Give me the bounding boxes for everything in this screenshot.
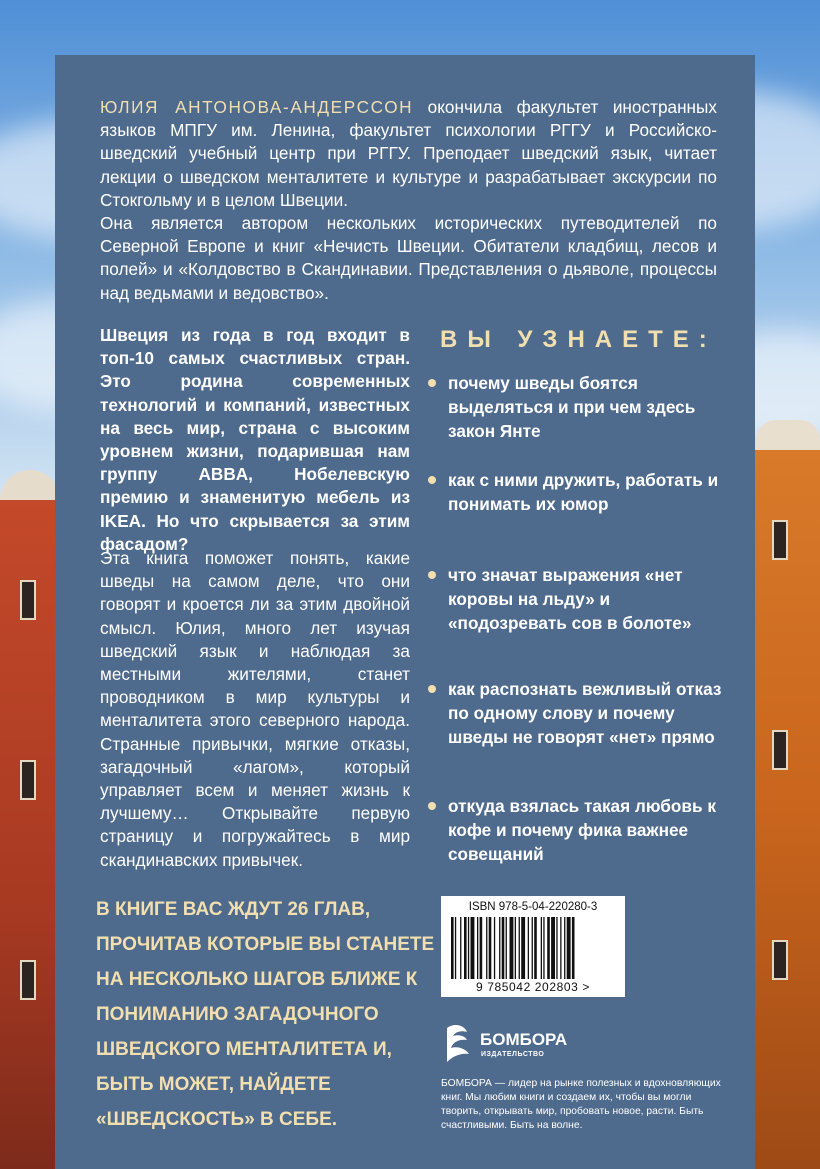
barcode-bar [451,917,454,979]
author-bio-text: окончила факультет иностранных языков МПГУ им. Ленина, факультет психологии РГГУ и Российско-шведский учебный центр при РГГУ. Преподает шведский язык, читает лекции о шведском менталитете и культуре и разрабатывает экскурсии по Стокгольму и в целом Швеции. [100,97,717,210]
bullet-icon [428,379,436,387]
barcode-bar [556,917,557,979]
barcode-bar [521,917,525,979]
barcode-bar [471,917,475,979]
barcode-bar [534,917,537,979]
learn-item-text: как с ними дружить, работать и понимать их юмор [448,470,719,514]
building-window [20,960,36,1000]
learn-item-text: почему шведы боятся выделяться и при чем здесь закон Янте [448,373,696,441]
barcode-bar [560,917,561,979]
learn-heading: ВЫ УЗНАЕТЕ: [440,326,717,353]
promo-text: В КНИГЕ ВАС ЖДУТ 26 ГЛАВ, ПРОЧИТАВ КОТОРЫЕ ВЫ СТАНЕТЕ НА НЕСКОЛЬКО ШАГОВ БЛИЖЕ К ПОНИМАНИЮ ЗАГАДОЧНОГО ШВЕДСКОГО МЕНТАЛИТЕТА И, БЫТЬ МОЖЕТ, НАЙДЕТЕ «ШВЕДСКОСТЬ» В СЕБЕ. [96,899,435,1130]
barcode-bar [480,917,483,979]
intro-paragraph: Эта книга поможет понять, какие шведы на самом деле, что они говорят и кроется ли за этим двойной смысл. Юлия, много лет изучая шведский язык и наблюдая за местными жителями, станет проводником в мир культуры и менталитета этого северного народа. Странные привычки, мягкие отказы, загадочный «лагом», который управляет всем и меняет жизнь к лучшему… Открывайте первую страницу и погружайтесь в мир скандинавских привычек. [100,548,410,870]
barcode-bar [494,917,495,979]
barcode-bar [551,917,555,979]
learn-item [428,371,728,443]
barcode-bar [502,917,505,979]
barcode-bar [510,917,514,979]
author-bio-works: Она является автором нескольких исторических путеводителей по Северной Европе и книг «Нечисть Швеции. Обитатели кладбищ, лесов и полей» и «Колдовство в Скандинавии. Представления о дьяволе, процессы над ведьмами и ведовство». [100,213,717,303]
building-window [20,580,36,620]
barcode-bar [532,917,533,979]
isbn-digits: 9 785042 202803 > [476,980,590,994]
barcode-bar [543,917,544,979]
barcode-bar [464,917,467,979]
barcode-bar [486,917,487,979]
isbn-label: ISBN 978-5-04-220280-3 [468,901,598,913]
barcode-bar [519,917,520,979]
barcode-bar [506,917,507,979]
barcode-bar [547,917,550,979]
barcode-bar [477,917,478,979]
learn-item-text: как распознать вежливый отказ по одному слову и почему шведы не говорят «нет» прямо [448,679,722,747]
bullet-icon [428,476,436,484]
barcode-bar [460,917,461,979]
intro-lead: Швеция из года в год входит в топ-10 самых счастливых стран. Это родина современных технологий и компаний, известных на весь мир, страна с высоким уровнем жизни, подарившая нам группу ABBA, Нобелевскую премию и знаменитую мебель из IKEA. Но что скрывается за этим фасадом? [100,325,410,554]
barcode-bar [499,917,500,979]
barcode-bar [567,917,571,979]
learn-item-text: откуда взялась такая любовь к кофе и почему фика важнее совещаний [448,796,716,864]
learn-item [428,677,728,749]
author-bio [100,96,717,305]
bullet-icon [428,571,436,579]
bullet-icon [428,685,436,693]
publisher-name: БОМБОРА [480,1030,568,1049]
barcode-bar [528,917,529,979]
learn-item-text: что значат выражения «нет коровы на льду» и «подозревать сов в болоте» [448,565,692,633]
barcode-bar [515,917,516,979]
barcode-bar [455,917,456,979]
building-window [20,760,36,800]
building-window [772,730,788,770]
building-window [772,520,788,560]
publisher-blurb: БОМБОРА — лидер на рынке полезных и вдохновляющих книг. Мы любим книги и создаем их, чтобы вы могли творить, открывать мир, пробовать новое, расти. Быть счастливыми. Быть на волне. [441,1078,721,1131]
publisher-subtitle: ИЗДАТЕЛЬСТВО [481,1051,545,1058]
barcode-bar [468,917,469,979]
building-window [772,940,788,980]
barcode-bar [564,917,565,979]
learn-item [428,794,728,866]
author-name: ЮЛИЯ АНТОНОВА-АНДЕРССОН [100,97,414,117]
barcode-bar [572,917,575,979]
learn-item [428,468,728,516]
bullet-icon [428,802,436,810]
barcode-bar [489,917,492,979]
isbn-barcode [441,896,625,997]
learn-item [428,563,728,635]
barcode-bars [451,917,615,979]
barcode-bar [541,917,542,979]
